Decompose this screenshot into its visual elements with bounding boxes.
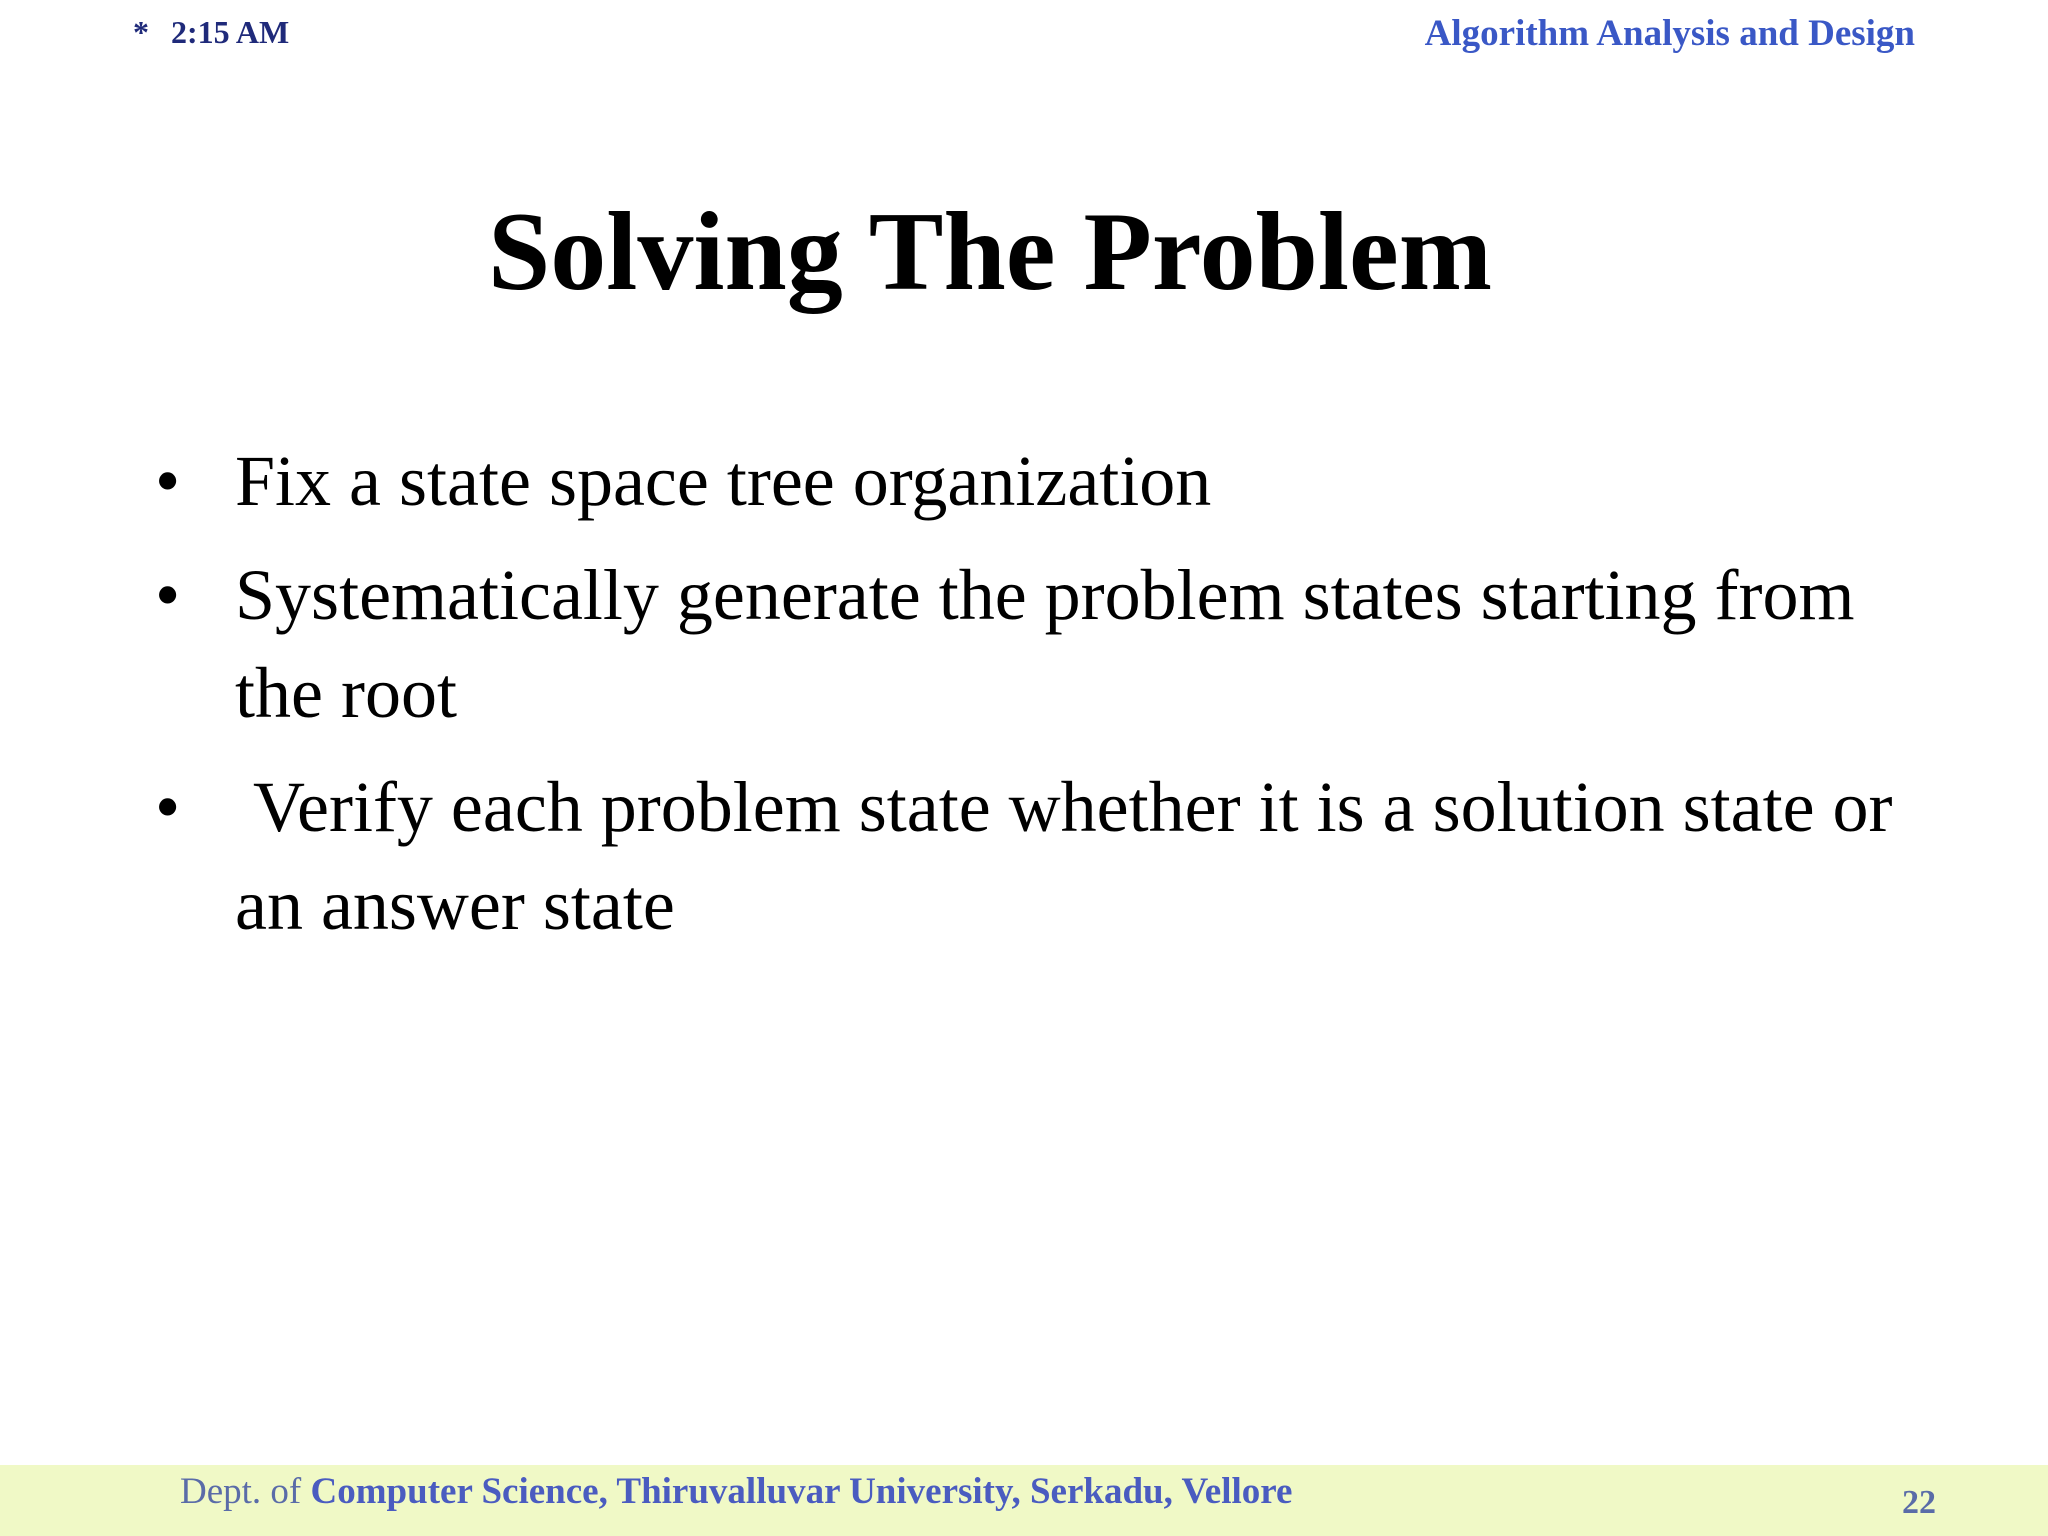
header-time-text: 2:15 AM bbox=[171, 14, 290, 50]
bullet-text: Fix a state space tree organization bbox=[235, 441, 1212, 521]
footer-institution bbox=[180, 1470, 1292, 1513]
bullet-item bbox=[155, 432, 1915, 530]
bullet-list bbox=[155, 432, 1915, 970]
bullet-item bbox=[155, 546, 1915, 742]
course-title: Algorithm Analysis and Design bbox=[1424, 13, 1915, 54]
bullet-text: Verify each problem state whether it is a solution state or an answer state bbox=[235, 767, 1911, 945]
bullet-marker: • bbox=[155, 555, 181, 635]
bullet-marker: • bbox=[155, 767, 181, 847]
header-star: * bbox=[133, 14, 149, 50]
page-number: 22 bbox=[1902, 1484, 1936, 1521]
footer-dept-prefix: Dept. of bbox=[180, 1471, 311, 1512]
slide-header-time bbox=[133, 14, 289, 51]
bullet-text: Systematically generate the problem states starting from the root bbox=[235, 555, 1855, 733]
bullet-marker: • bbox=[155, 441, 181, 521]
bullet-item bbox=[155, 758, 1915, 954]
footer-university: Computer Science, Thiruvalluvar University, Serkadu, Vellore bbox=[310, 1471, 1293, 1512]
slide-title: Solving The Problem bbox=[487, 190, 1492, 314]
